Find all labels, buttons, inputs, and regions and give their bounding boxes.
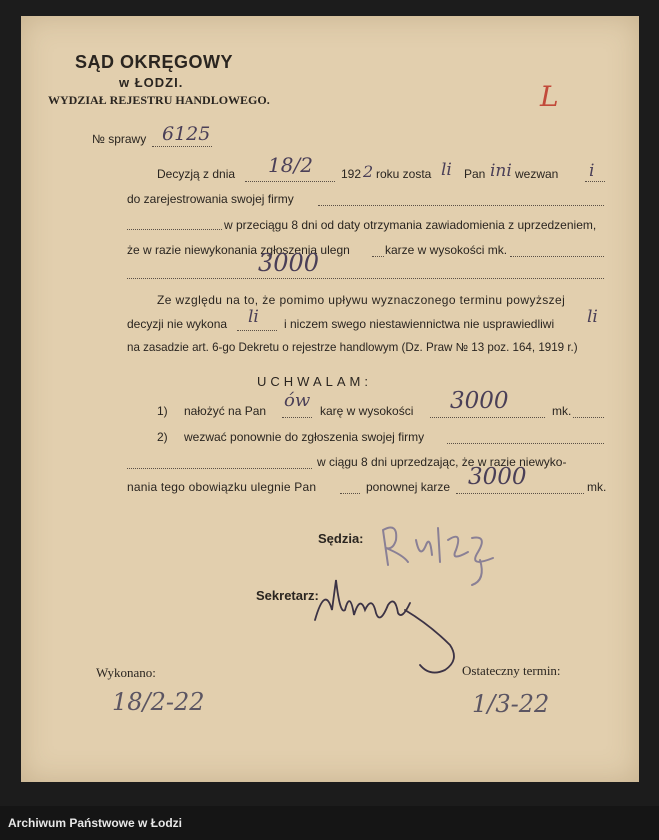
summoned-suffix: i	[589, 161, 595, 181]
red-case-mark: L	[540, 80, 559, 113]
summoned-label: wezwan	[515, 167, 559, 181]
pan-suffix: ini	[490, 161, 512, 181]
item-1-suffix: ów	[284, 390, 311, 411]
item-1-currency: mk.	[552, 404, 572, 418]
department-name: WYDZIAŁ REJESTRU HANDLOWEGO.	[48, 93, 270, 107]
executed-label: Wykonano:	[96, 665, 156, 680]
item-2-number: 2)	[157, 430, 168, 444]
penalty-text-b: karze w wysokości mk.	[385, 243, 508, 257]
archive-footer	[0, 806, 659, 840]
deadline-text: w przeciągu 8 dni od daty otrzymania zawiadomienia z uprzedzeniem,	[224, 218, 597, 232]
penalty-text-a: że w razie niewykonania zgłoszenia ulegn	[127, 243, 350, 257]
archive-name: Archiwum Państwowe w Łodzi	[8, 816, 183, 830]
reason-suffix-1: li	[248, 307, 259, 327]
decision-year: 192	[341, 167, 362, 181]
final-deadline-label: Ostateczny termin:	[462, 663, 561, 678]
item-2-currency: mk.	[587, 480, 607, 494]
second-fine-amount: 3000	[468, 464, 527, 490]
court-name: SĄD OKRĘGOWY	[75, 52, 234, 72]
fine-amount: 3000	[450, 388, 509, 414]
reason-line-2b: i niczem swego niestawiennictwa nie usprawiedliwi	[284, 317, 555, 331]
reason-line-3: na zasadzie art. 6-go Dekretu o rejestrze handlowym (Dz. Praw № 13 poz. 164, 1919 r.)	[127, 341, 578, 354]
final-deadline-date: 1/3-22	[472, 690, 550, 718]
item-2-text-b: w ciągu 8 dni uprzedzając, że w razie niewyko-	[317, 455, 567, 469]
reason-suffix-2: li	[587, 307, 598, 327]
case-number: 6125	[162, 123, 211, 145]
item-2-text-c: nania tego obowiązku ulegnie Pan	[127, 480, 317, 494]
resolution-title: UCHWALAM:	[257, 374, 372, 389]
item-1-text-b: karę w wysokości	[320, 404, 414, 418]
decision-date: 18/2	[268, 153, 313, 177]
was-suffix: li	[441, 160, 452, 180]
court-city: w ŁODZI.	[119, 75, 184, 90]
executed-date: 18/2-22	[112, 688, 205, 716]
pan-label: Pan	[464, 167, 486, 181]
was-label: roku zosta	[376, 167, 432, 181]
reason-line-1: Ze względu na to, że pomimo upływu wyznaczonego terminu powyższej	[157, 293, 566, 307]
decision-year-hand: 2	[363, 162, 374, 181]
judge-label: Sędzia:	[318, 531, 364, 546]
item-1-number: 1)	[157, 404, 168, 418]
item-2-text-d: ponownej karze	[366, 480, 451, 494]
item-2-text-a: wezwać ponownie do zgłoszenia swojej firmy	[184, 430, 425, 444]
secretary-signature	[310, 565, 470, 680]
penalty-amount: 3000	[258, 249, 320, 277]
case-number-label: № sprawy	[92, 132, 147, 146]
reason-line-2a: decyzji nie wykona	[127, 317, 228, 331]
decision-date-label: Decyzją z dnia	[157, 167, 236, 181]
register-firm-text: do zarejestrowania swojej firmy	[127, 192, 294, 206]
secretary-label: Sekretarz:	[256, 588, 319, 603]
item-1-text-a: nałożyć na Pan	[184, 404, 267, 418]
